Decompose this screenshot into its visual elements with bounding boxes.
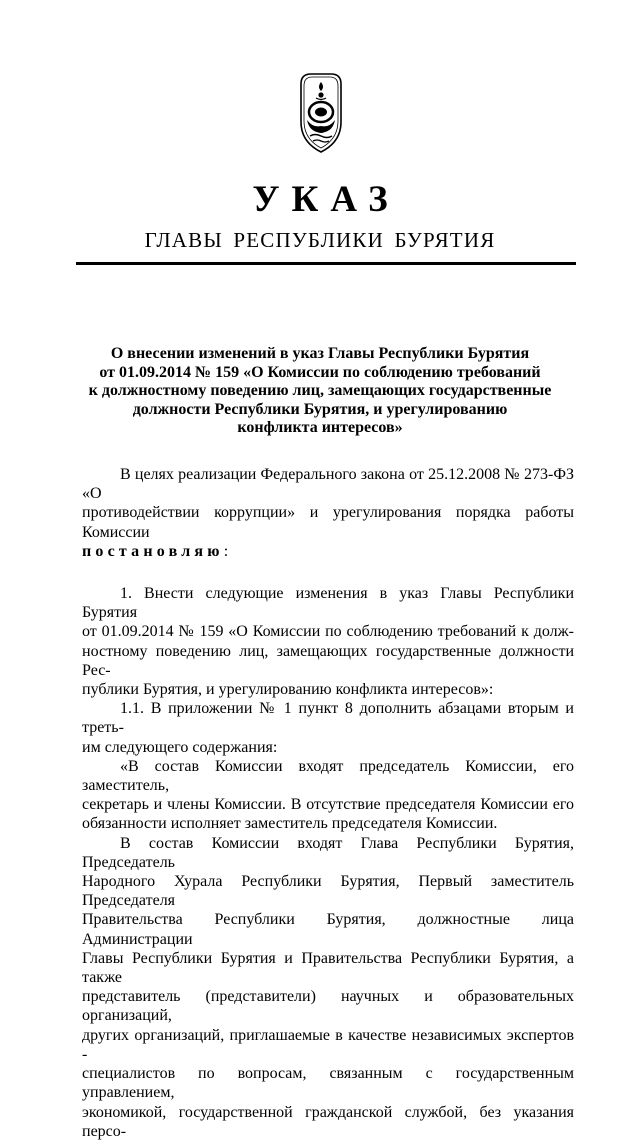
preamble-line: В целях реализации Федерального закона от 25.12.2008 № 273-ФЗ «О <box>82 466 574 503</box>
item1-line: от 01.09.2014 № 159 «О Комиссии по соблюдению требований к долж- <box>82 623 574 641</box>
item1-1-line: 1.1. В приложении № 1 пункт 8 дополнить абзацами вторым и треть- <box>82 700 574 737</box>
heading-line: конфликта интересов» <box>237 419 403 436</box>
heading-line: должности Республики Бурятия, и урегулированию <box>132 400 508 418</box>
composition-line: специалистов по вопросам, связанным с государственным управлением, <box>82 1065 574 1102</box>
composition-line: В состав Комиссии входят Глава Республики Бурятия, Председатель <box>82 834 574 871</box>
preamble-line: противодействии коррупции» и урегулирования порядка работы Комиссии <box>82 504 574 541</box>
composition-line: экономикой, государственной гражданской службой, без указания персо- <box>82 1103 574 1140</box>
composition-line: Народного Хурала Республики Бурятия, Первый заместитель Председателя <box>82 873 574 910</box>
decree-heading <box>60 345 580 438</box>
heading-line: О внесении изменений в указ Главы Республики Бурятия <box>110 345 530 362</box>
document-body <box>82 465 574 1141</box>
item1-1-line: им следующего содержания: <box>82 738 278 756</box>
decree-word: постановляю <box>82 542 224 560</box>
coat-of-arms-icon <box>297 70 345 156</box>
document-title: УКАЗ <box>252 179 400 220</box>
composition-line: других организаций, приглашаемые в качестве независимых экспертов - <box>82 1026 574 1063</box>
item1-line: публики Бурятия, и урегулированию конфликта интересов»: <box>82 681 494 699</box>
quote-line: обязанности исполняет заместитель председателя Комиссии. <box>82 815 498 833</box>
decree-word-line <box>82 542 574 561</box>
composition-line: Главы Республики Бурятия и Правительства Республики Бурятия, а также <box>82 949 574 987</box>
header-divider <box>76 262 576 265</box>
heading-line: к должностному поведению лиц, замещающих государственные <box>88 382 552 399</box>
document-subtitle: ГЛАВЫ РЕСПУБЛИКИ БУРЯТИЯ <box>144 228 496 252</box>
decree-colon: : <box>223 542 229 560</box>
heading-line: от 01.09.2014 № 159 «О Комиссии по соблюдению требований <box>99 363 541 381</box>
item1-line: ностному поведению лиц, замещающих государственные должности Рес- <box>82 642 574 679</box>
composition-line: Правительства Республики Бурятия, должностные лица Администрации <box>82 911 574 948</box>
composition-line: представитель (представители) научных и образовательных организаций, <box>82 988 574 1025</box>
item1-line: 1. Внести следующие изменения в указ Главы Республики Бурятия <box>82 585 574 622</box>
quote-line: секретарь и члены Комиссии. В отсутствие председателя Комиссии его <box>82 796 574 814</box>
quote-line: «В состав Комиссии входят председатель Комиссии, его заместитель, <box>82 757 574 795</box>
